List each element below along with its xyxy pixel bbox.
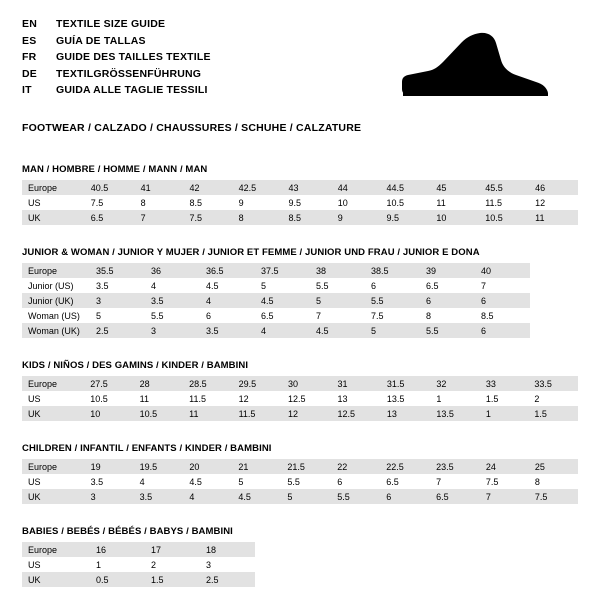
section-title: CHILDREN / INFANTIL / ENFANTS / KINDER / BAMBINI xyxy=(22,443,272,454)
section-junior-woman xyxy=(22,247,578,338)
language-title: GUIDE DES TAILLES TEXTILE xyxy=(56,51,211,63)
size-table-junior-woman xyxy=(22,263,530,338)
cell: 31 xyxy=(331,376,380,391)
cell: 10 xyxy=(332,195,381,210)
cell: 42 xyxy=(183,180,232,195)
language-title-list xyxy=(22,16,211,99)
cell: 28.5 xyxy=(183,376,232,391)
table-row xyxy=(22,489,578,504)
cell: 5.5 xyxy=(365,293,420,308)
language-row xyxy=(22,49,211,66)
table-row xyxy=(22,542,255,557)
cell: 9 xyxy=(233,195,283,210)
cell: 4.5 xyxy=(232,489,281,504)
cell: 3.5 xyxy=(90,278,145,293)
cell: 11 xyxy=(134,391,183,406)
cell: 32 xyxy=(430,376,479,391)
cell: 12 xyxy=(282,406,331,421)
table-row xyxy=(22,180,578,195)
cell: 6.5 xyxy=(85,210,135,225)
row-label: Europe xyxy=(22,542,90,557)
cell: 5.5 xyxy=(281,474,331,489)
cell: 35.5 xyxy=(90,263,145,278)
cell: 44 xyxy=(332,180,381,195)
cell: 12 xyxy=(233,391,282,406)
language-code: EN xyxy=(22,18,37,30)
cell: 38 xyxy=(310,263,365,278)
cell: 0.5 xyxy=(90,572,145,587)
cell: 45 xyxy=(430,180,479,195)
cell: 43 xyxy=(283,180,332,195)
row-label: UK xyxy=(22,572,90,587)
cell: 5.5 xyxy=(331,489,380,504)
cell: 8.5 xyxy=(183,195,232,210)
cell: 44.5 xyxy=(380,180,430,195)
cell: 3.5 xyxy=(200,323,255,338)
cell: 1 xyxy=(480,406,529,421)
cell: 9.5 xyxy=(283,195,332,210)
cell: 38.5 xyxy=(365,263,420,278)
cell: 39 xyxy=(420,263,475,278)
cell: 8 xyxy=(233,210,283,225)
cell: 24 xyxy=(480,459,529,474)
cell: 7 xyxy=(480,489,529,504)
category-line: FOOTWEAR / CALZADO / CHAUSSURES / SCHUHE / CALZATURE xyxy=(22,122,362,134)
cell: 2 xyxy=(528,391,578,406)
cell: 19 xyxy=(85,459,134,474)
page-header xyxy=(22,16,578,107)
cell: 1.5 xyxy=(145,572,200,587)
cell: 21.5 xyxy=(281,459,331,474)
row-label: UK xyxy=(22,406,84,421)
size-table-man xyxy=(22,180,578,225)
row-label: Europe xyxy=(22,459,85,474)
cell: 2.5 xyxy=(90,323,145,338)
cell: 3.5 xyxy=(145,293,200,308)
table-row xyxy=(22,376,578,391)
cell: 40 xyxy=(475,263,530,278)
cell: 5 xyxy=(232,474,281,489)
cell: 3 xyxy=(145,323,200,338)
cell: 8 xyxy=(529,474,578,489)
cell: 3 xyxy=(90,293,145,308)
section-children xyxy=(22,443,578,504)
cell: 6.5 xyxy=(255,308,310,323)
table-row xyxy=(22,474,578,489)
language-title: GUIDA ALLE TAGLIE TESSILI xyxy=(56,84,208,96)
table-row xyxy=(22,263,530,278)
cell: 12 xyxy=(529,195,578,210)
cell: 7.5 xyxy=(85,195,135,210)
cell: 4.5 xyxy=(200,278,255,293)
cell: 23.5 xyxy=(430,459,480,474)
cell: 21 xyxy=(232,459,281,474)
cell: 46 xyxy=(529,180,578,195)
row-label: Woman (US) xyxy=(22,308,90,323)
cell: 10.5 xyxy=(134,406,183,421)
cell: 9.5 xyxy=(380,210,430,225)
row-label: US xyxy=(22,557,90,572)
table-row xyxy=(22,278,530,293)
row-label: Junior (US) xyxy=(22,278,90,293)
cell: 5 xyxy=(90,308,145,323)
cell: 17 xyxy=(145,542,200,557)
cell: 7 xyxy=(430,474,480,489)
cell: 6 xyxy=(475,293,530,308)
cell: 31.5 xyxy=(381,376,430,391)
cell: 10.5 xyxy=(380,195,430,210)
cell: 13 xyxy=(331,391,380,406)
table-row xyxy=(22,459,578,474)
language-row xyxy=(22,33,211,50)
language-title: GUÍA DE TALLAS xyxy=(56,34,146,47)
size-table-kids xyxy=(22,376,578,421)
cell: 4.5 xyxy=(255,293,310,308)
cell: 22.5 xyxy=(380,459,430,474)
row-label: Europe xyxy=(22,376,84,391)
cell: 5.5 xyxy=(310,278,365,293)
cell: 11 xyxy=(430,195,479,210)
cell: 4 xyxy=(145,278,200,293)
cell: 36 xyxy=(145,263,200,278)
row-label: UK xyxy=(22,489,85,504)
language-title: TEXTILGRÖSSENFÜHRUNG xyxy=(56,67,202,80)
size-table-children xyxy=(22,459,578,504)
language-code: FR xyxy=(22,51,37,63)
cell: 10 xyxy=(430,210,479,225)
table-row xyxy=(22,210,578,225)
cell: 6 xyxy=(365,278,420,293)
cell: 45.5 xyxy=(479,180,529,195)
cell: 11.5 xyxy=(479,195,529,210)
cell: 7 xyxy=(135,210,184,225)
cell: 7.5 xyxy=(365,308,420,323)
cell: 4 xyxy=(134,474,184,489)
cell: 11.5 xyxy=(183,391,232,406)
section-title: MAN / HOMBRE / HOMME / MANN / MAN xyxy=(22,164,208,175)
row-label: UK xyxy=(22,210,85,225)
cell: 18 xyxy=(200,542,255,557)
cell: 12.5 xyxy=(282,391,331,406)
cell: 5.5 xyxy=(145,308,200,323)
cell: 6 xyxy=(331,474,380,489)
dress-shoe-icon xyxy=(370,30,550,107)
cell: 11 xyxy=(529,210,578,225)
cell: 33 xyxy=(480,376,529,391)
cell: 16 xyxy=(90,542,145,557)
cell: 5 xyxy=(255,278,310,293)
cell: 42.5 xyxy=(233,180,283,195)
cell: 5 xyxy=(365,323,420,338)
cell: 2.5 xyxy=(200,572,255,587)
cell: 40.5 xyxy=(85,180,135,195)
size-table-babies xyxy=(22,542,255,587)
cell: 29.5 xyxy=(233,376,282,391)
row-label: Europe xyxy=(22,180,85,195)
cell: 5.5 xyxy=(420,323,475,338)
row-label: Europe xyxy=(22,263,90,278)
row-label: Junior (UK) xyxy=(22,293,90,308)
cell: 8 xyxy=(135,195,184,210)
cell: 6.5 xyxy=(430,489,480,504)
section-title: BABIES / BEBÉS / BÉBÉS / BABYS / BAMBINI xyxy=(22,526,233,537)
cell: 7 xyxy=(475,278,530,293)
cell: 8.5 xyxy=(283,210,332,225)
section-babies xyxy=(22,526,578,587)
cell: 37.5 xyxy=(255,263,310,278)
cell: 3.5 xyxy=(134,489,184,504)
cell: 8.5 xyxy=(475,308,530,323)
language-code: IT xyxy=(22,84,32,96)
table-row xyxy=(22,195,578,210)
cell: 11.5 xyxy=(233,406,282,421)
cell: 4.5 xyxy=(183,474,232,489)
cell: 22 xyxy=(331,459,380,474)
cell: 6 xyxy=(380,489,430,504)
cell: 9 xyxy=(332,210,381,225)
cell: 5 xyxy=(281,489,331,504)
cell: 6.5 xyxy=(420,278,475,293)
cell: 4.5 xyxy=(310,323,365,338)
language-title: TEXTILE SIZE GUIDE xyxy=(56,18,166,30)
language-row xyxy=(22,66,211,83)
cell: 20 xyxy=(183,459,232,474)
language-row xyxy=(22,82,211,99)
cell: 28 xyxy=(134,376,183,391)
cell: 41 xyxy=(135,180,184,195)
table-row xyxy=(22,293,530,308)
table-row xyxy=(22,406,578,421)
cell: 3.5 xyxy=(85,474,134,489)
cell: 3 xyxy=(200,557,255,572)
cell: 6 xyxy=(200,308,255,323)
cell: 10.5 xyxy=(84,391,133,406)
cell: 36.5 xyxy=(200,263,255,278)
table-row xyxy=(22,557,255,572)
cell: 30 xyxy=(282,376,331,391)
cell: 1.5 xyxy=(528,406,578,421)
language-code: ES xyxy=(22,34,37,47)
table-row xyxy=(22,572,255,587)
row-label: Woman (UK) xyxy=(22,323,90,338)
cell: 7 xyxy=(310,308,365,323)
row-label: US xyxy=(22,195,85,210)
cell: 33.5 xyxy=(528,376,578,391)
language-row xyxy=(22,16,211,33)
cell: 13.5 xyxy=(430,406,479,421)
cell: 1 xyxy=(430,391,479,406)
section-title: KIDS / NIÑOS / DES GAMINS / KINDER / BAMBINI xyxy=(22,360,249,371)
row-label: US xyxy=(22,391,84,406)
cell: 4 xyxy=(200,293,255,308)
cell: 4 xyxy=(183,489,232,504)
cell: 8 xyxy=(420,308,475,323)
cell: 27.5 xyxy=(84,376,133,391)
cell: 19.5 xyxy=(134,459,184,474)
cell: 3 xyxy=(85,489,134,504)
cell: 2 xyxy=(145,557,200,572)
cell: 7.5 xyxy=(480,474,529,489)
table-row xyxy=(22,308,530,323)
cell: 4 xyxy=(255,323,310,338)
section-kids xyxy=(22,360,578,421)
cell: 6 xyxy=(475,323,530,338)
cell: 13.5 xyxy=(381,391,430,406)
cell: 1.5 xyxy=(480,391,529,406)
table-row xyxy=(22,323,530,338)
cell: 5 xyxy=(310,293,365,308)
cell: 25 xyxy=(529,459,578,474)
section-man xyxy=(22,164,578,225)
section-title: JUNIOR & WOMAN / JUNIOR Y MUJER / JUNIOR ET FEMME / JUNIOR UND FRAU / JUNIOR E DONA xyxy=(22,247,480,258)
cell: 10.5 xyxy=(479,210,529,225)
table-row xyxy=(22,391,578,406)
cell: 11 xyxy=(183,406,232,421)
cell: 7.5 xyxy=(529,489,578,504)
cell: 7.5 xyxy=(183,210,232,225)
cell: 1 xyxy=(90,557,145,572)
row-label: US xyxy=(22,474,85,489)
cell: 12.5 xyxy=(331,406,380,421)
language-code: DE xyxy=(22,67,37,80)
cell: 6.5 xyxy=(380,474,430,489)
cell: 6 xyxy=(420,293,475,308)
cell: 10 xyxy=(84,406,133,421)
cell: 13 xyxy=(381,406,430,421)
